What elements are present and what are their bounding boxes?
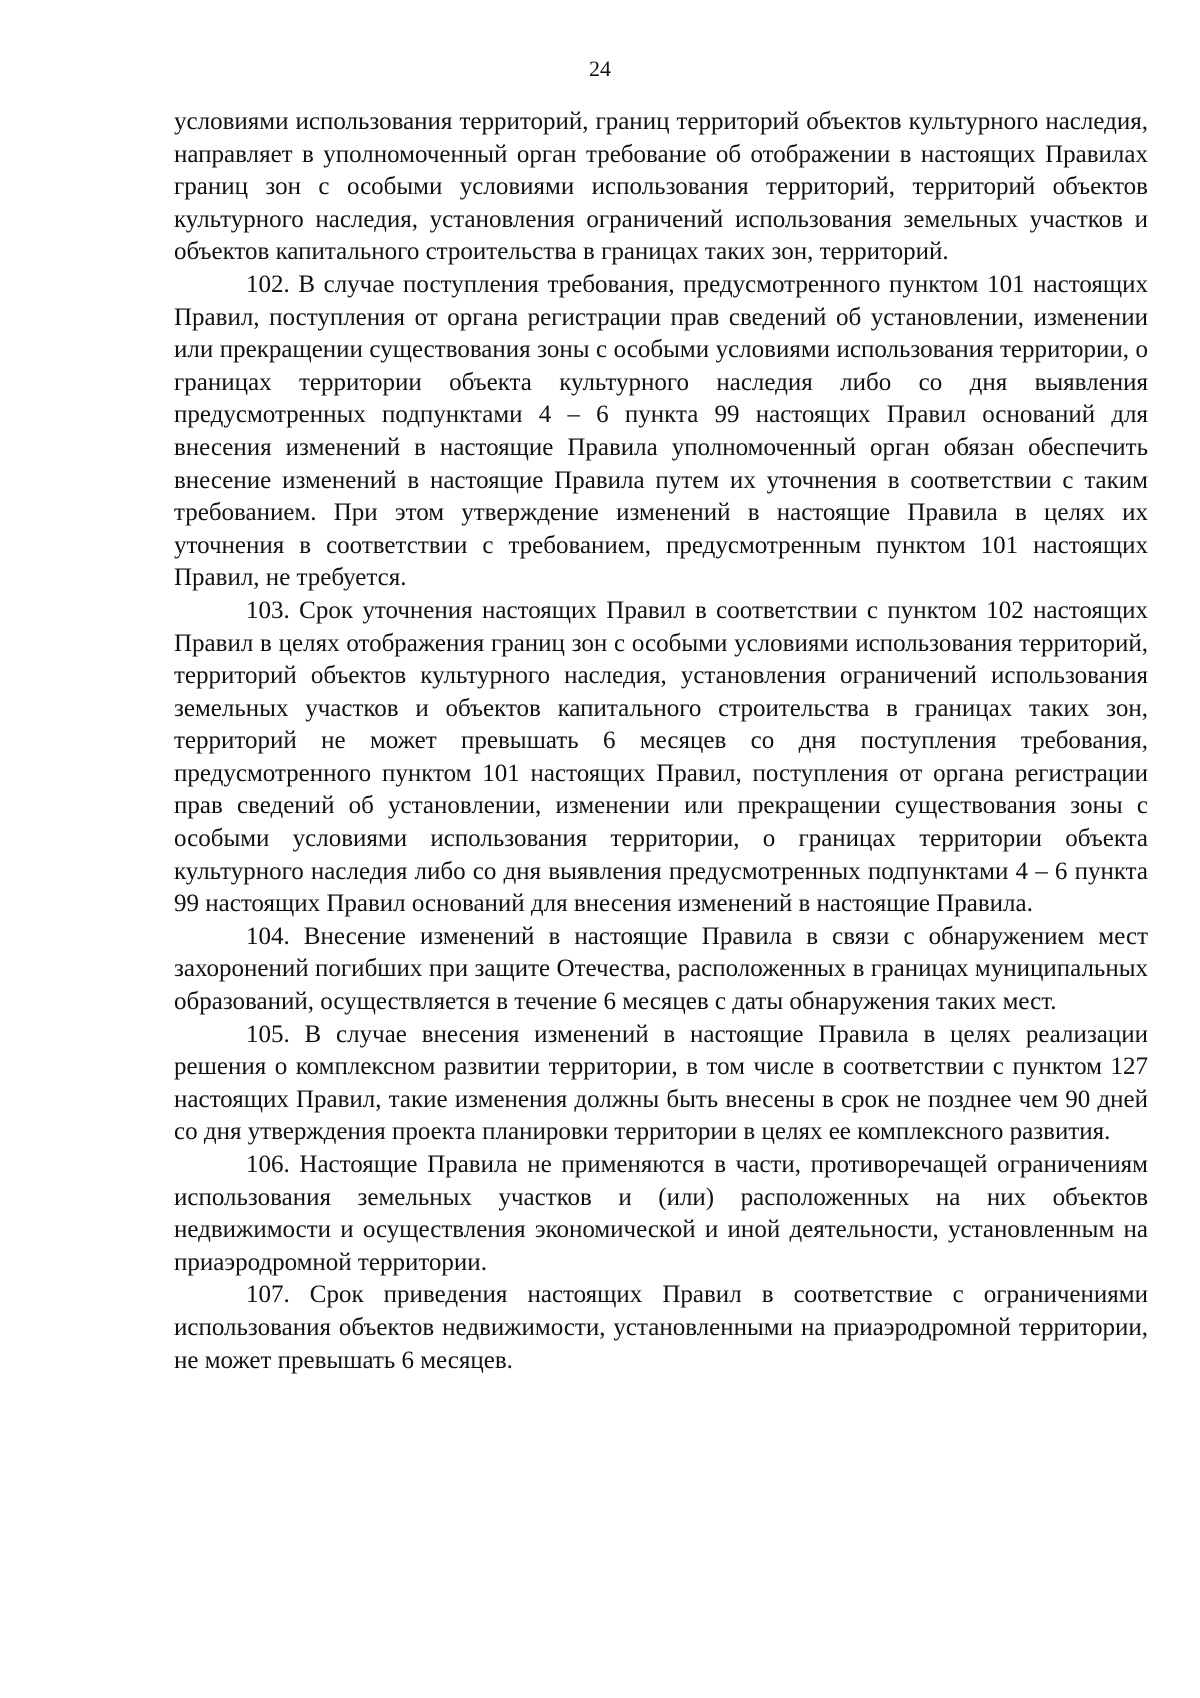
- page-number: 24: [589, 56, 611, 81]
- paragraph-103: 103. Срок уточнения настоящих Правил в соответствии с пунктом 102 настоящих Правил в целях отображения границ зон с особыми условиями использования территорий, территорий объектов культурного наследия, установления ограничений использования земельных участков и объектов капитального строительства в границах таких зон, территорий не может превышать 6 месяцев со дня поступления требования, предусмотренного пунктом 101 настоящих Правил, поступления от органа регистрации прав сведений об установлении, изменении или прекращении существования зоны с особыми условиями использования территории, о границах территории объекта культурного наследия либо со дня выявления предусмотренных подпунктами 4 – 6 пункта 99 настоящих Правил оснований для внесения изменений в настоящие Правила.: [174, 596, 1148, 918]
- paragraph-105: 105. В случае внесения изменений в настоящие Правила в целях реализации решения о комплексном развитии территории, в том числе в соответствии с пунктом 127 настоящих Правил, такие изменения должны быть внесены в срок не позднее чем 90 дней со дня утверждения проекта планировки территории в целях ее комплексного развития.: [174, 1020, 1148, 1146]
- paragraph-107: 107. Срок приведения настоящих Правил в соответствие с ограничениями использования объектов недвижимости, установленными на приаэродромной территории, не может превышать 6 месяцев.: [174, 1281, 1148, 1374]
- paragraph-104: 104. Внесение изменений в настоящие Правила в связи с обнаружением мест захоронений погибших при защите Отечества, расположенных в границах муниципальных образований, осуществляется в течение 6 месяцев с даты обнаружения таких мест.: [174, 922, 1148, 1016]
- paragraph-101-continuation: условиями использования территорий, границ территорий объектов культурного наследия, направляет в уполномоченный орган требование об отображении в настоящих Правилах границ зон с особыми условиями использования территорий, территорий объектов культурного наследия, установления ограничений использования земельных участков и объектов капитального строительства в границах таких зон, территорий.: [174, 108, 1148, 266]
- paragraph-106: 106. Настоящие Правила не применяются в части, противоречащей ограничениям использования земельных участков и (или) расположенных на них объектов недвижимости и осуществления экономической и иной деятельности, установленным на приаэродромной территории.: [174, 1151, 1148, 1276]
- document-body: [174, 106, 1148, 1377]
- paragraph-102: 102. В случае поступления требования, предусмотренного пунктом 101 настоящих Правил, поступления от органа регистрации прав сведений об установлении, изменении или прекращении существования зоны с особыми условиями использования территории, о границах территории объекта культурного наследия либо со дня выявления предусмотренных подпунктами 4 – 6 пункта 99 настоящих Правил оснований для внесения изменений в настоящие Правила уполномоченный орган обязан обеспечить внесение изменений в настоящие Правила путем их уточнения в соответствии с таким требованием. При этом утверждение изменений в настоящие Правила в целях их уточнения в соответствии с требованием, предусмотренным пунктом 101 настоящих Правил, не требуется.: [174, 270, 1148, 592]
